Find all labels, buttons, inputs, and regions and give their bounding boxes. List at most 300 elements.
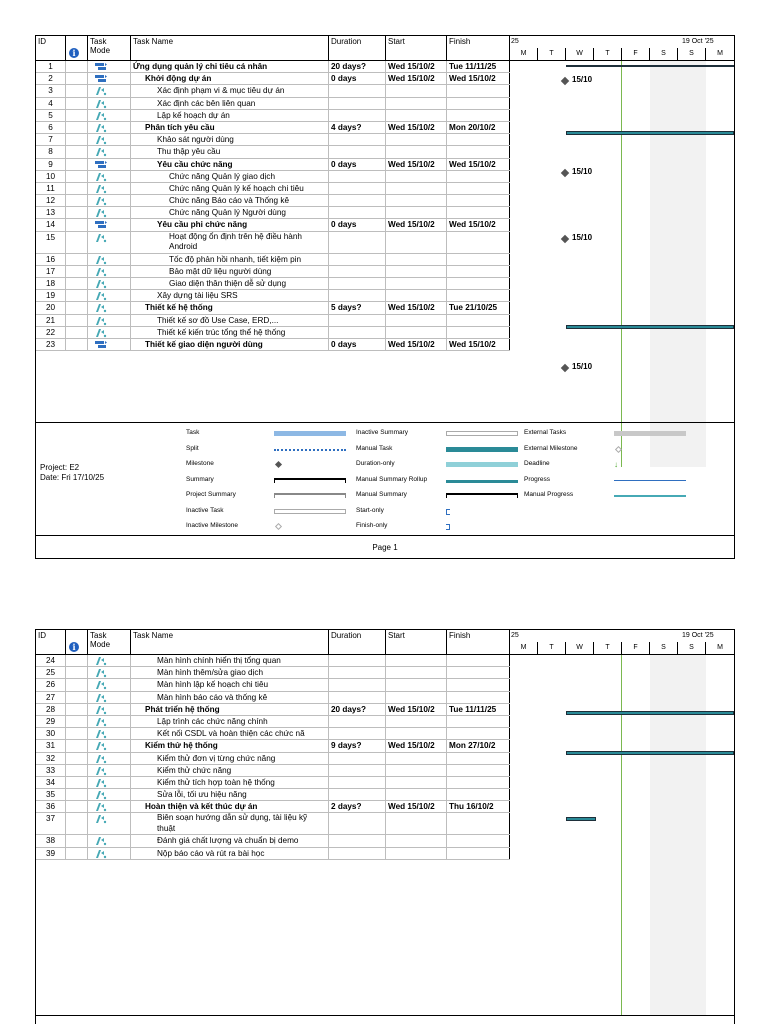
task-mode-cell[interactable] — [88, 290, 131, 301]
manual-schedule-icon — [94, 328, 108, 338]
task-finish[interactable]: Wed 15/10/2 — [447, 73, 510, 84]
table-row[interactable] — [36, 302, 510, 314]
task-id: 24 — [36, 655, 66, 666]
task-mode-cell[interactable] — [88, 704, 131, 715]
task-mode-cell[interactable] — [88, 85, 131, 96]
task-duration[interactable] — [329, 813, 386, 834]
table-row[interactable] — [36, 740, 510, 752]
task-duration[interactable] — [329, 85, 386, 96]
task-finish[interactable] — [447, 789, 510, 800]
task-start[interactable] — [386, 789, 447, 800]
task-duration[interactable]: 0 days — [329, 339, 386, 350]
table-row[interactable] — [36, 159, 510, 171]
task-finish[interactable] — [447, 85, 510, 96]
task-finish[interactable]: Wed 15/10/2 — [447, 219, 510, 230]
task-mode-cell[interactable] — [88, 835, 131, 846]
auto-schedule-icon — [94, 160, 108, 170]
task-duration[interactable]: 2 days? — [329, 801, 386, 812]
task-duration[interactable] — [329, 290, 386, 301]
task-start[interactable] — [386, 183, 447, 194]
task-name[interactable]: Phân tích yêu cầu — [131, 122, 329, 133]
task-duration[interactable] — [329, 716, 386, 727]
table-row[interactable] — [36, 232, 510, 254]
task-duration[interactable] — [329, 110, 386, 121]
task-start[interactable] — [386, 753, 447, 764]
task-mode-cell[interactable] — [88, 302, 131, 313]
task-mode-cell[interactable] — [88, 278, 131, 289]
table-row[interactable] — [36, 85, 510, 97]
task-start[interactable]: Wed 15/10/2 — [386, 801, 447, 812]
task-finish[interactable] — [447, 134, 510, 145]
task-finish[interactable] — [447, 835, 510, 846]
task-start[interactable] — [386, 266, 447, 277]
timescale-left-label: 25 — [511, 38, 519, 45]
task-finish[interactable] — [447, 667, 510, 678]
table-row[interactable] — [36, 122, 510, 134]
task-name[interactable]: Kiểm thử chức năng — [131, 765, 329, 776]
task-name[interactable]: Màn hình chính hiển thị tổng quan — [131, 655, 329, 666]
task-start[interactable]: Wed 15/10/2 — [386, 339, 447, 350]
task-finish[interactable] — [447, 679, 510, 690]
task-start[interactable]: Wed 15/10/2 — [386, 159, 447, 170]
task-finish[interactable] — [447, 692, 510, 703]
table-row[interactable] — [36, 183, 510, 195]
task-name[interactable]: Chức năng Quản lý kế hoạch chi tiêu — [131, 183, 329, 194]
summary-task-bar[interactable] — [566, 817, 596, 821]
task-name[interactable]: Yêu cầu chức năng — [131, 159, 329, 170]
task-start[interactable] — [386, 813, 447, 834]
task-finish[interactable] — [447, 195, 510, 206]
task-finish[interactable] — [447, 753, 510, 764]
task-name[interactable]: Đánh giá chất lượng và chuẩn bị demo — [131, 835, 329, 846]
task-name[interactable]: Biên soạn hướng dẫn sử dụng, tài liệu kỹ thuật — [131, 813, 329, 834]
table-row[interactable] — [36, 789, 510, 801]
col-id-header[interactable]: ID — [36, 36, 66, 61]
task-start[interactable] — [386, 315, 447, 326]
task-start[interactable] — [386, 134, 447, 145]
task-name[interactable]: Kết nối CSDL và hoàn thiện các chức nă — [131, 728, 329, 739]
task-finish[interactable] — [447, 813, 510, 834]
task-name[interactable]: Xây dựng tài liệu SRS — [131, 290, 329, 301]
table-row[interactable] — [36, 195, 510, 207]
task-finish[interactable]: Tue 11/11/25 — [447, 61, 510, 72]
task-duration[interactable] — [329, 728, 386, 739]
task-name[interactable]: Yêu cầu phi chức năng — [131, 219, 329, 230]
task-start[interactable] — [386, 171, 447, 182]
task-info-cell — [66, 716, 88, 727]
task-finish[interactable] — [447, 728, 510, 739]
task-name[interactable]: Màn hình thêm/sửa giao dịch — [131, 667, 329, 678]
task-mode-cell[interactable] — [88, 207, 131, 218]
table-row[interactable] — [36, 848, 510, 860]
task-name[interactable]: Màn hình lập kế hoạch chi tiêu — [131, 679, 329, 690]
table-row[interactable] — [36, 207, 510, 219]
task-duration[interactable] — [329, 777, 386, 788]
task-name[interactable]: Thiết kế hệ thống — [131, 302, 329, 313]
task-duration[interactable] — [329, 679, 386, 690]
task-mode-cell[interactable] — [88, 327, 131, 338]
task-name[interactable]: Lập trình các chức năng chính — [131, 716, 329, 727]
task-finish[interactable] — [447, 278, 510, 289]
task-id: 8 — [36, 146, 66, 157]
timescale-day: T — [538, 48, 566, 61]
task-finish[interactable] — [447, 290, 510, 301]
task-duration[interactable] — [329, 146, 386, 157]
task-mode-cell[interactable] — [88, 740, 131, 751]
task-start[interactable]: Wed 15/10/2 — [386, 73, 447, 84]
task-finish[interactable] — [447, 254, 510, 265]
task-name[interactable]: Bảo mật dữ liệu người dùng — [131, 266, 329, 277]
task-finish[interactable]: Tue 21/10/25 — [447, 302, 510, 313]
task-start[interactable] — [386, 692, 447, 703]
col-mode-header[interactable]: Task Mode — [88, 36, 131, 61]
legend-label: Summary — [186, 475, 214, 483]
table-row[interactable] — [36, 692, 510, 704]
task-mode-cell[interactable] — [88, 134, 131, 145]
table-row[interactable] — [36, 266, 510, 278]
table-row[interactable] — [36, 655, 510, 667]
task-start[interactable]: Wed 15/10/2 — [386, 740, 447, 751]
col-mode-header[interactable]: Task Mode — [88, 630, 131, 655]
task-start[interactable]: Wed 15/10/2 — [386, 122, 447, 133]
task-name[interactable]: Chức năng Quản lý giao dịch — [131, 171, 329, 182]
task-mode-cell[interactable] — [88, 195, 131, 206]
task-mode-cell[interactable] — [88, 692, 131, 703]
task-finish[interactable] — [447, 207, 510, 218]
task-name[interactable]: Khởi động dự án — [131, 73, 329, 84]
table-row[interactable] — [36, 254, 510, 266]
task-mode-cell[interactable] — [88, 110, 131, 121]
table-row[interactable] — [36, 146, 510, 158]
legend-swatch — [274, 509, 346, 514]
legend-swatch: ↓ — [614, 460, 618, 469]
manual-schedule-icon — [94, 184, 108, 194]
summary-task-bar[interactable] — [566, 65, 734, 67]
task-mode-cell[interactable] — [88, 728, 131, 739]
table-row[interactable] — [36, 777, 510, 789]
task-duration[interactable]: 9 days? — [329, 740, 386, 751]
col-name-header[interactable]: Task Name — [131, 36, 329, 61]
manual-schedule-icon — [94, 291, 108, 301]
task-name[interactable]: Lập kế hoạch dự án — [131, 110, 329, 121]
table-row[interactable] — [36, 73, 510, 85]
table-row[interactable] — [36, 679, 510, 691]
task-finish[interactable] — [447, 327, 510, 338]
col-finish-header[interactable]: Finish — [447, 36, 510, 61]
table-row[interactable] — [36, 290, 510, 302]
task-finish[interactable] — [447, 146, 510, 157]
task-finish[interactable] — [447, 848, 510, 859]
table-row[interactable] — [36, 801, 510, 813]
timescale-day: M — [717, 50, 723, 57]
task-finish[interactable] — [447, 171, 510, 182]
task-mode-cell[interactable] — [88, 183, 131, 194]
summary-task-bar[interactable] — [566, 711, 734, 715]
task-start[interactable] — [386, 667, 447, 678]
task-info-cell — [66, 171, 88, 182]
summary-task-bar[interactable] — [566, 325, 734, 329]
task-info-cell — [66, 835, 88, 846]
task-mode-cell[interactable] — [88, 801, 131, 812]
task-finish[interactable]: Mon 27/10/2 — [447, 740, 510, 751]
task-name[interactable]: Thiết kế kiến trúc tổng thể hệ thống — [131, 327, 329, 338]
task-finish[interactable] — [447, 315, 510, 326]
task-finish[interactable]: Wed 15/10/2 — [447, 159, 510, 170]
task-name[interactable]: Thu thập yêu cầu — [131, 146, 329, 157]
task-mode-cell[interactable] — [88, 753, 131, 764]
task-name[interactable]: Kiểm thử đơn vị từng chức năng — [131, 753, 329, 764]
table-row[interactable] — [36, 327, 510, 339]
task-duration[interactable]: 0 days — [329, 73, 386, 84]
task-duration[interactable]: 0 days — [329, 159, 386, 170]
project-name: Project: E2 — [40, 463, 80, 472]
task-finish[interactable]: Thu 16/10/2 — [447, 801, 510, 812]
task-start[interactable] — [386, 254, 447, 265]
task-mode-cell[interactable] — [88, 679, 131, 690]
task-name[interactable]: Màn hình báo cáo và thống kê — [131, 692, 329, 703]
task-name[interactable]: Thiết kế sơ đồ Use Case, ERD,... — [131, 315, 329, 326]
task-start[interactable] — [386, 655, 447, 666]
task-mode-cell[interactable] — [88, 667, 131, 678]
table-row[interactable] — [36, 753, 510, 765]
table-row[interactable] — [36, 98, 510, 110]
task-mode-cell[interactable] — [88, 777, 131, 788]
task-finish[interactable] — [447, 765, 510, 776]
task-duration[interactable] — [329, 171, 386, 182]
legend-label: Inactive Milestone — [186, 522, 239, 529]
task-duration[interactable] — [329, 232, 386, 253]
task-duration[interactable] — [329, 183, 386, 194]
legend-swatch — [446, 478, 518, 483]
task-start[interactable]: Wed 15/10/2 — [386, 302, 447, 313]
task-duration[interactable] — [329, 254, 386, 265]
task-finish[interactable] — [447, 655, 510, 666]
task-name[interactable]: Giao diện thân thiện dễ sử dụng — [131, 278, 329, 289]
table-row[interactable] — [36, 765, 510, 777]
milestone-marker[interactable] — [561, 169, 569, 177]
task-duration[interactable] — [329, 765, 386, 776]
task-duration[interactable] — [329, 98, 386, 109]
task-finish[interactable] — [447, 98, 510, 109]
task-finish[interactable] — [447, 716, 510, 727]
task-duration[interactable]: 5 days? — [329, 302, 386, 313]
summary-task-bar[interactable] — [566, 751, 734, 755]
col-start-header[interactable]: Start — [386, 36, 447, 61]
task-start[interactable] — [386, 232, 447, 253]
task-mode-cell[interactable] — [88, 122, 131, 133]
milestone-marker[interactable] — [561, 235, 569, 243]
task-duration[interactable] — [329, 753, 386, 764]
task-start[interactable] — [386, 85, 447, 96]
milestone-label: 15/10 — [572, 233, 593, 243]
task-duration[interactable] — [329, 278, 386, 289]
task-mode-cell[interactable] — [88, 848, 131, 859]
task-info-cell — [66, 777, 88, 788]
task-start[interactable] — [386, 98, 447, 109]
task-name[interactable]: Sửa lỗi, tối ưu hiệu năng — [131, 789, 329, 800]
task-name[interactable]: Khảo sát người dùng — [131, 134, 329, 145]
task-duration[interactable]: 20 days? — [329, 704, 386, 715]
task-mode-cell[interactable] — [88, 254, 131, 265]
table-row[interactable] — [36, 835, 510, 847]
task-start[interactable] — [386, 110, 447, 121]
table-row[interactable] — [36, 728, 510, 740]
task-name[interactable]: Phát triển hệ thống — [131, 704, 329, 715]
milestone-marker[interactable] — [561, 77, 569, 85]
task-info-cell — [66, 327, 88, 338]
legend-label: External Tasks — [524, 429, 567, 436]
table-row[interactable] — [36, 61, 510, 73]
timescale-day: F — [622, 642, 650, 655]
task-name[interactable]: Kiểm thử tích hợp toàn hệ thống — [131, 777, 329, 788]
task-name[interactable]: Hoàn thiện và kết thúc dự án — [131, 801, 329, 812]
task-start[interactable] — [386, 195, 447, 206]
table-row[interactable] — [36, 110, 510, 122]
task-start[interactable] — [386, 835, 447, 846]
task-mode-cell[interactable] — [88, 315, 131, 326]
task-start[interactable] — [386, 765, 447, 776]
task-duration[interactable] — [329, 134, 386, 145]
task-start[interactable]: Wed 15/10/2 — [386, 704, 447, 715]
task-name[interactable]: Kiểm thử hệ thống — [131, 740, 329, 751]
task-finish[interactable]: Tue 11/11/25 — [447, 704, 510, 715]
task-name[interactable]: Tốc độ phản hồi nhanh, tiết kiệm pin — [131, 254, 329, 265]
table-row[interactable] — [36, 171, 510, 183]
legend-label: External Milestone — [524, 444, 578, 452]
task-mode-cell[interactable] — [88, 813, 131, 834]
task-finish[interactable] — [447, 266, 510, 277]
task-duration[interactable] — [329, 266, 386, 277]
task-name[interactable]: Nộp báo cáo và rút ra bài học — [131, 848, 329, 859]
task-name[interactable]: Chức năng Quản lý Người dùng — [131, 207, 329, 218]
col-info-header[interactable] — [66, 36, 88, 61]
task-info-cell — [66, 740, 88, 751]
task-mode-cell[interactable] — [88, 171, 131, 182]
task-name[interactable]: Xác định phạm vi & mục tiêu dự án — [131, 85, 329, 96]
task-info-cell — [66, 848, 88, 859]
table-row[interactable] — [36, 315, 510, 327]
auto-schedule-icon — [94, 340, 108, 350]
col-name-header[interactable]: Task Name — [131, 630, 329, 655]
task-mode-cell[interactable] — [88, 765, 131, 776]
task-duration[interactable] — [329, 327, 386, 338]
task-start[interactable] — [386, 327, 447, 338]
task-start[interactable] — [386, 728, 447, 739]
task-name[interactable]: Hoạt động ổn định trên hệ điều hành Android — [131, 232, 329, 253]
task-finish[interactable]: Mon 20/10/2 — [447, 122, 510, 133]
task-info-cell — [66, 219, 88, 230]
task-duration[interactable] — [329, 835, 386, 846]
timescale-day: S — [650, 48, 678, 61]
task-mode-cell[interactable] — [88, 716, 131, 727]
task-start[interactable] — [386, 146, 447, 157]
summary-task-bar[interactable] — [566, 131, 734, 135]
task-mode-cell[interactable] — [88, 61, 131, 72]
task-finish[interactable] — [447, 777, 510, 788]
task-mode-cell[interactable] — [88, 655, 131, 666]
task-start[interactable] — [386, 848, 447, 859]
timescale-right-label: 19 Oct '25 — [682, 632, 714, 639]
col-id-header[interactable]: ID — [36, 630, 66, 655]
milestone-marker[interactable] — [561, 364, 569, 372]
task-start[interactable] — [386, 207, 447, 218]
table-row[interactable] — [36, 716, 510, 728]
task-finish[interactable] — [447, 232, 510, 253]
task-name[interactable]: Xác định các bên liên quan — [131, 98, 329, 109]
task-mode-cell[interactable] — [88, 146, 131, 157]
manual-schedule-icon — [94, 717, 108, 727]
task-mode-cell[interactable] — [88, 98, 131, 109]
table-row[interactable] — [36, 219, 510, 231]
task-name[interactable]: Chức năng Báo cáo và Thống kê — [131, 195, 329, 206]
task-mode-cell[interactable] — [88, 73, 131, 84]
table-row[interactable] — [36, 813, 510, 835]
task-id: 36 — [36, 801, 66, 812]
task-finish[interactable] — [447, 110, 510, 121]
legend-label: Finish-only — [356, 522, 388, 529]
task-id: 31 — [36, 740, 66, 751]
task-duration[interactable] — [329, 789, 386, 800]
col-info-header[interactable] — [66, 630, 88, 655]
task-duration[interactable] — [329, 655, 386, 666]
task-duration[interactable] — [329, 848, 386, 859]
table-row[interactable] — [36, 704, 510, 716]
task-mode-cell[interactable] — [88, 232, 131, 253]
task-finish[interactable]: Wed 15/10/2 — [447, 339, 510, 350]
task-id: 6 — [36, 122, 66, 133]
task-mode-cell[interactable] — [88, 789, 131, 800]
task-start[interactable] — [386, 278, 447, 289]
task-mode-cell[interactable] — [88, 266, 131, 277]
task-id: 38 — [36, 835, 66, 846]
task-name[interactable]: Ứng dụng quản lý chi tiêu cá nhân — [131, 61, 329, 72]
task-mode-cell[interactable] — [88, 159, 131, 170]
table-row[interactable] — [36, 667, 510, 679]
auto-schedule-icon — [94, 220, 108, 230]
task-duration[interactable]: 4 days? — [329, 122, 386, 133]
task-duration[interactable] — [329, 692, 386, 703]
task-duration[interactable] — [329, 207, 386, 218]
task-start[interactable] — [386, 679, 447, 690]
col-finish-header[interactable]: Finish — [447, 630, 510, 655]
task-id: 29 — [36, 716, 66, 727]
col-start-header[interactable]: Start — [386, 630, 447, 655]
task-duration[interactable]: 20 days? — [329, 61, 386, 72]
task-start[interactable] — [386, 290, 447, 301]
task-mode-cell[interactable] — [88, 339, 131, 350]
auto-schedule-icon — [94, 74, 108, 84]
task-start[interactable]: Wed 15/10/2 — [386, 61, 447, 72]
task-duration[interactable] — [329, 195, 386, 206]
table-row[interactable] — [36, 278, 510, 290]
table-row[interactable] — [36, 134, 510, 146]
task-duration[interactable] — [329, 315, 386, 326]
legend-label: Manual Summary — [356, 491, 407, 498]
col-duration-header[interactable]: Duration — [329, 630, 386, 655]
col-duration-header[interactable]: Duration — [329, 36, 386, 61]
task-duration[interactable]: 0 days — [329, 219, 386, 230]
table-row[interactable] — [36, 339, 510, 351]
timescale-right-label: 19 Oct '25 — [682, 38, 714, 45]
task-start[interactable]: Wed 15/10/2 — [386, 219, 447, 230]
task-finish[interactable] — [447, 183, 510, 194]
task-duration[interactable] — [329, 667, 386, 678]
task-start[interactable] — [386, 716, 447, 727]
task-mode-cell[interactable] — [88, 219, 131, 230]
task-id: 27 — [36, 692, 66, 703]
task-name[interactable]: Thiết kế giao diện người dùng — [131, 339, 329, 350]
task-start[interactable] — [386, 777, 447, 788]
